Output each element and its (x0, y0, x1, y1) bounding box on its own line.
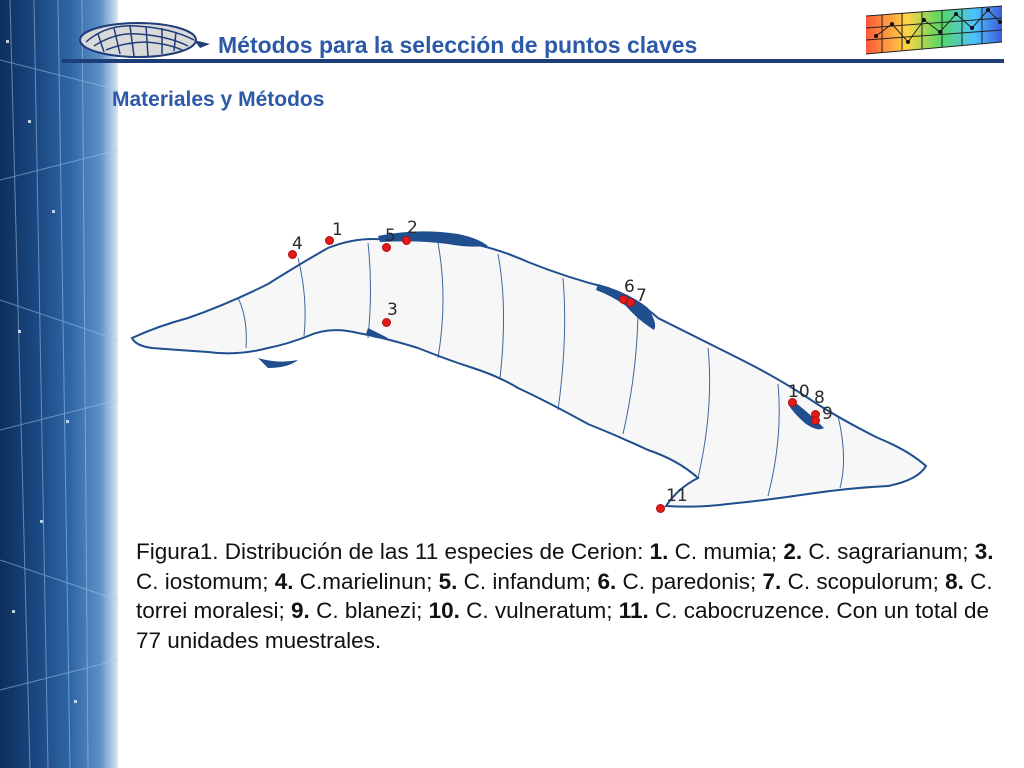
species-name-3: C. iostomum; (136, 568, 275, 594)
species-name-8: C. torrei moralesi; (136, 568, 993, 623)
species-name-9: C. blanezi; (309, 598, 429, 623)
species-name-4: C.marielinun; (293, 568, 439, 594)
marker-dot-11[interactable] (657, 505, 664, 512)
marker-label-11: 11 (666, 486, 688, 506)
left-decorative-band (0, 0, 118, 768)
marker-label-6: 6 (624, 277, 635, 297)
marker-dot-3[interactable] (383, 319, 390, 326)
marker-label-10: 10 (788, 382, 810, 402)
marker-label-2: 2 (407, 218, 418, 238)
marker-label-9: 9 (822, 404, 833, 424)
species-num-7: 7. (762, 568, 782, 594)
cuba-map (118, 188, 938, 518)
page-title: Métodos para la selección de puntos claves (218, 32, 698, 58)
species-num-6: 6. (597, 568, 617, 594)
species-name-6: C. paredonis; (616, 568, 763, 594)
marker-dot-9[interactable] (812, 417, 819, 424)
marker-label-5: 5 (385, 226, 396, 246)
species-name-5: C. infandum; (457, 568, 598, 594)
marker-dot-7[interactable] (627, 299, 634, 306)
marker-dot-2[interactable] (403, 237, 410, 244)
marker-label-7: 7 (636, 286, 647, 306)
species-num-5: 5. (438, 568, 458, 594)
species-name-10: C. vulneratum; (459, 598, 619, 623)
figure-caption (136, 537, 996, 655)
species-num-9: 9. (291, 598, 310, 623)
marker-dot-6[interactable] (620, 296, 627, 303)
marker-label-1: 1 (332, 220, 343, 240)
species-num-3: 3. (974, 539, 994, 564)
marker-label-8: 8 (814, 388, 825, 408)
title-divider (62, 59, 1004, 63)
species-num-11: 11. (618, 598, 649, 623)
species-name-1: C. mumia; (668, 539, 784, 564)
marker-label-3: 3 (387, 300, 398, 320)
caption-outro: Con un total de 77 unidades muestrales. (136, 598, 989, 653)
species-num-8: 8. (945, 568, 964, 594)
species-num-1: 1. (649, 539, 669, 564)
shell-icon (76, 14, 216, 64)
cuba-outline (118, 188, 938, 518)
caption-intro: Figura1. Distribución de las 11 especies de Cerion: (136, 539, 650, 564)
species-num-10: 10. (428, 598, 460, 623)
marker-label-4: 4 (292, 234, 303, 254)
section-subtitle: Materiales y Métodos (112, 88, 325, 111)
species-num-4: 4. (274, 568, 294, 594)
species-name-11: C. cabocruzence. (648, 598, 837, 623)
species-name-2: C. sagrarianum; (802, 539, 975, 564)
species-num-2: 2. (783, 539, 803, 564)
mesh-surface-icon (862, 2, 1006, 58)
species-name-7: C. scopulorum; (781, 568, 946, 594)
